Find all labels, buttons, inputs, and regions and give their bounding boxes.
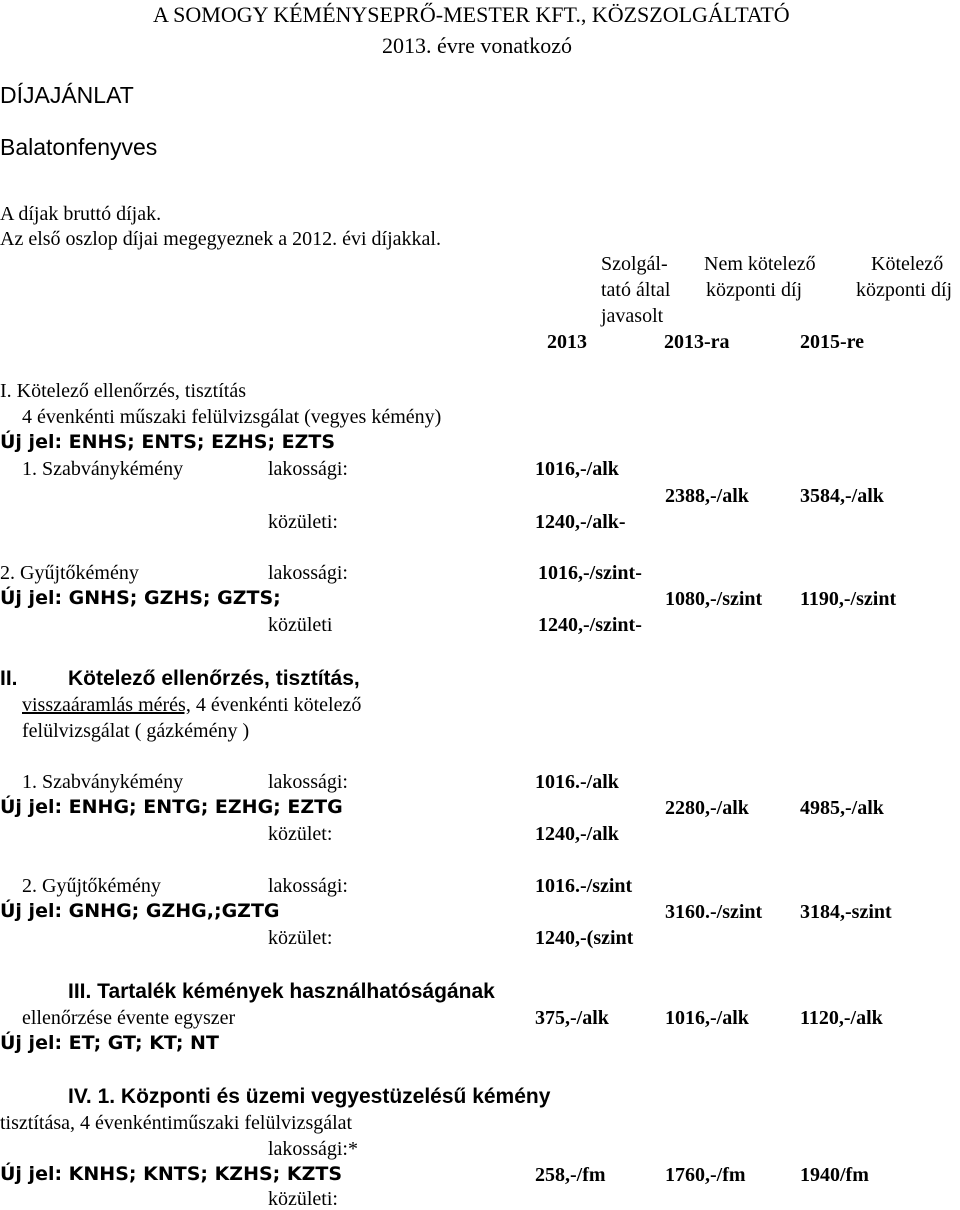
s2-item1-code: Új jel: ENHG; ENTG; EZHG; EZTG <box>0 796 343 818</box>
s1-item1-koz-label: közületi: <box>268 511 338 533</box>
s3-price-nk: 1016,-/alk <box>665 1007 749 1029</box>
s2-item2-k-price: 3184,-szint <box>800 901 892 923</box>
s2-item2-koz-label: közület: <box>268 927 333 949</box>
s1-item2-name: 2. Gyűjtőkémény <box>0 562 139 584</box>
col1-header-line2: tató által <box>601 279 671 301</box>
s2-item2-name: 2. Gyűjtőkémény <box>22 875 161 897</box>
s1-item1-k-price: 3584,-/alk <box>800 485 884 507</box>
section3-title: III. Tartalék kémények használhatóságának <box>68 980 495 1003</box>
section2-line1 <box>22 695 361 715</box>
section3-line: ellenőrzése évente egyszer <box>22 1007 236 1029</box>
s2-item2-lak-price: 1016.-/szint <box>535 875 633 897</box>
year-note: 2013. évre vonatkozó <box>382 33 572 58</box>
section3-code: Új jel: ET; GT; KT; NT <box>0 1032 219 1054</box>
s2-item2-code: Új jel: GNHG; GZHG,;GZTG <box>0 900 280 922</box>
note-first-column: Az első oszlop díjai megegyeznek a 2012. évi díjakkal. <box>0 228 441 250</box>
s1-item2-code: Új jel: GNHS; GZHS; GZTS; <box>0 587 281 609</box>
col1-header-line1: Szolgál- <box>601 253 668 275</box>
year-2013-ra: 2013-ra <box>664 331 730 353</box>
section1-code: Új jel: ENHS; ENTS; EZHS; EZTS <box>0 431 336 453</box>
s1-item1-lak-label: lakossági: <box>268 458 348 480</box>
year-2013: 2013 <box>547 331 587 353</box>
s1-item1-koz-price: 1240,-/alk- <box>535 511 626 533</box>
s1-item1-name: 1. Szabványkémény <box>22 458 184 480</box>
section1-title: I. Kötelező ellenőrzés, tisztítás <box>0 380 247 402</box>
s1-item1-lak-price: 1016,-/alk <box>535 458 619 480</box>
s3-price-k: 1120,-/alk <box>800 1007 883 1029</box>
s4-price-k: 1940/fm <box>800 1164 869 1186</box>
page-title: DÍJAJÁNLAT <box>0 82 134 108</box>
col2-header-line1: Nem kötelező <box>704 253 816 275</box>
s4-koz-label: közületi: <box>268 1188 338 1210</box>
s2-item2-nk-price: 3160.-/szint <box>665 901 763 923</box>
section2-title: Kötelező ellenőrzés, tisztítás, <box>68 667 360 690</box>
s2-item1-lak-label: lakossági: <box>268 771 348 793</box>
s2-item1-koz-label: közület: <box>268 823 333 845</box>
s2-item1-name: 1. Szabványkémény <box>22 771 184 793</box>
s1-item1-nk-price: 2388,-/alk <box>665 485 749 507</box>
col2-header-line2: központi díj <box>706 279 803 301</box>
section2-line2: felülvizsgálat ( gázkémény ) <box>22 720 250 742</box>
col3-header-line2: központi díj <box>856 279 953 301</box>
s1-item2-koz-price: 1240,-/szint- <box>538 614 642 636</box>
s4-lak-label: lakossági:* <box>268 1138 358 1160</box>
s1-item2-lak-price: 1016,-/szint- <box>538 562 642 584</box>
s4-price-nk: 1760,-/fm <box>665 1164 746 1186</box>
s4-price-2013: 258,-/fm <box>535 1164 606 1186</box>
s2-item2-lak-label: lakossági: <box>268 875 348 897</box>
s1-item2-k-price: 1190,-/szint <box>800 588 897 610</box>
col3-header-line1: Kötelező <box>871 253 944 275</box>
section4-title: IV. 1. Központi és üzemi vegyestüzelésű kémény <box>68 1085 551 1108</box>
note-gross: A díjak bruttó díjak. <box>0 203 162 225</box>
section2-number: II. <box>0 667 18 690</box>
location: Balatonfenyves <box>0 134 158 160</box>
s2-item2-koz-price: 1240,-(szint <box>535 927 634 949</box>
section2-line1-rest: 4 évenkénti kötelező <box>190 694 362 716</box>
s1-item2-nk-price: 1080,-/szint <box>665 588 763 610</box>
s2-item1-lak-price: 1016.-/alk <box>535 771 619 793</box>
s1-item2-koz-label: közületi <box>268 614 333 636</box>
s2-item1-nk-price: 2280,-/alk <box>665 797 749 819</box>
s2-item1-k-price: 4985,-/alk <box>800 797 884 819</box>
s2-item1-koz-price: 1240,-/alk <box>535 823 619 845</box>
section4-code: Új jel: KNHS; KNTS; KZHS; KZTS <box>0 1163 343 1185</box>
section4-line: tisztítása, 4 évenkéntiműszaki felülvizsgálat <box>0 1112 353 1134</box>
s1-item2-lak-label: lakossági: <box>268 562 348 584</box>
s3-price-2013: 375,-/alk <box>535 1007 609 1029</box>
company-name: A SOMOGY KÉMÉNYSEPRŐ-MESTER KFT., KÖZSZOLGÁLTATÓ <box>153 2 790 27</box>
section1-subtitle: 4 évenkénti műszaki felülvizsgálat (vegyes kémény) <box>22 406 442 428</box>
year-2015-re: 2015-re <box>800 331 865 353</box>
section2-underlined-text: visszaáramlás mérés, <box>22 694 191 716</box>
col1-header-line3: javasolt <box>601 305 664 327</box>
